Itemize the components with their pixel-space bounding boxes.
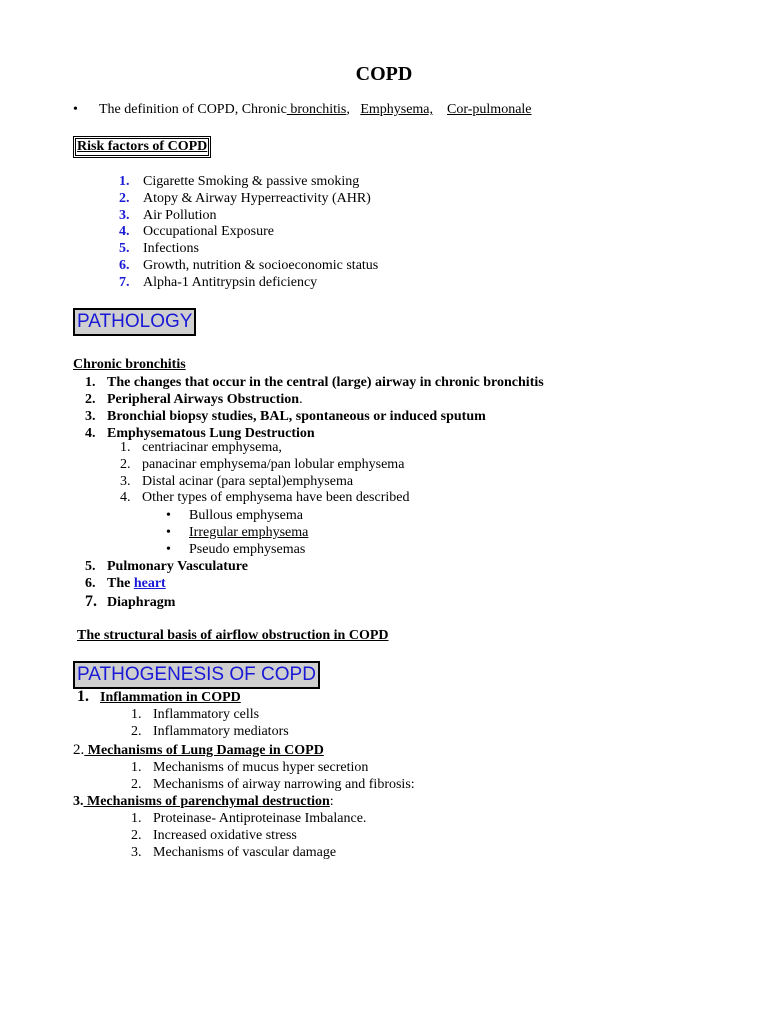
list-item — [120, 490, 409, 507]
bullet-icon: • — [166, 508, 171, 523]
item-number: 1. — [131, 760, 142, 775]
list-item — [120, 457, 409, 474]
list-item — [131, 760, 415, 777]
item-number: 4. — [119, 224, 130, 240]
separator: , — [346, 102, 350, 117]
bullet-item — [166, 542, 308, 559]
emphysema-link[interactable]: Emphysema, — [360, 102, 434, 117]
item-text: Pulmonary Vasculature — [107, 559, 248, 574]
pathogenesis-heading: PATHOGENESIS OF COPD — [73, 661, 320, 689]
definition-line — [73, 102, 532, 118]
list-item — [85, 592, 248, 612]
item-number: 2. — [131, 723, 142, 739]
emphysema-sub-list — [120, 440, 409, 507]
item-text: The — [107, 576, 134, 591]
item-number: 7. — [85, 593, 97, 610]
item-number: 1. — [131, 811, 142, 826]
pathology-list — [85, 374, 544, 442]
section-number: 1. — [77, 688, 89, 705]
item-text: Air Pollution — [143, 207, 217, 223]
chronic-bronchitis-subheading: Chronic bronchitis — [73, 357, 186, 372]
pathogenesis-section-2-title — [73, 742, 324, 759]
section-number: 2. — [73, 742, 85, 758]
item-number: 3. — [120, 473, 131, 489]
section-number: 3. — [73, 794, 84, 809]
list-item — [131, 724, 289, 741]
item-number: 1. — [119, 174, 130, 189]
list-item — [119, 275, 378, 292]
section-title: Mechanisms of parenchymal destruction — [83, 794, 330, 809]
item-number: 4. — [120, 490, 131, 506]
list-item — [119, 241, 378, 258]
list-item — [131, 828, 366, 845]
list-item — [131, 845, 366, 862]
item-text: Infections — [143, 241, 199, 257]
item-text: Bullous emphysema — [189, 508, 303, 523]
item-text: Increased oxidative stress — [153, 827, 297, 843]
item-number: 6. — [119, 257, 130, 273]
page-title: COPD — [355, 63, 413, 85]
item-number: 2. — [131, 827, 142, 843]
item-text: Inflammatory mediators — [153, 723, 289, 739]
item-text: Peripheral Airways Obstruction — [107, 392, 300, 407]
item-number: 2. — [131, 776, 142, 792]
risk-factors-list — [119, 174, 378, 292]
item-suffix: . — [299, 392, 303, 407]
item-number: 2. — [120, 456, 131, 472]
list-item — [131, 707, 289, 724]
item-text: Emphysematous Lung Destruction — [107, 426, 315, 441]
bullet-item — [166, 525, 308, 542]
item-text: centriacinar emphysema, — [142, 440, 282, 455]
item-number: 3. — [131, 844, 142, 860]
pathogenesis-section-1-title — [77, 689, 241, 706]
item-number: 7. — [119, 274, 130, 290]
item-text: Atopy & Airway Hyperreactivity (AHR) — [143, 190, 371, 206]
list-item — [119, 258, 378, 275]
item-text: Occupational Exposure — [143, 224, 275, 240]
item-text: Distal acinar (para septal)emphysema — [142, 473, 354, 489]
section-title: Mechanisms of Lung Damage in COPD — [84, 743, 324, 758]
pathogenesis-section-3-title — [73, 794, 334, 810]
item-number: 2. — [85, 392, 96, 407]
item-number: 6. — [85, 576, 96, 591]
item-text: Inflammatory cells — [153, 707, 260, 722]
item-text: Mechanisms of airway narrowing and fibrosis: — [153, 776, 415, 792]
item-number: 1. — [131, 707, 142, 722]
emphysema-bullets — [166, 508, 308, 558]
item-text: Mechanisms of mucus hyper secretion — [153, 760, 369, 775]
list-item — [85, 391, 544, 408]
section-title: Inflammation in COPD — [100, 690, 241, 705]
pathology-heading: PATHOLOGY — [73, 308, 196, 336]
item-number: 3. — [85, 409, 96, 424]
irregular-emphysema-link[interactable]: Irregular emphysema — [189, 524, 309, 540]
pathology-list-continued — [85, 558, 248, 612]
pathogenesis-section-3-list — [131, 811, 366, 861]
item-text: Pseudo emphysemas — [189, 541, 306, 557]
item-text: Growth, nutrition & socioeconomic status — [143, 257, 379, 273]
item-number: 5. — [119, 241, 130, 257]
list-item — [85, 408, 544, 425]
list-item — [119, 191, 378, 208]
list-item — [119, 224, 378, 241]
item-number: 5. — [85, 559, 96, 574]
item-text: Mechanisms of vascular damage — [153, 844, 337, 860]
section-suffix: : — [329, 794, 334, 809]
list-item — [85, 374, 544, 391]
item-number: 3. — [119, 207, 130, 223]
bullet-icon: • — [166, 524, 171, 540]
cor-pulmonale-link[interactable]: Cor-pulmonale — [447, 102, 532, 117]
list-item — [85, 558, 248, 575]
list-item — [85, 575, 248, 592]
bullet-icon: • — [73, 102, 78, 117]
item-text: panacinar emphysema/pan lobular emphysema — [142, 456, 405, 472]
item-text: Bronchial biopsy studies, BAL, spontaneous or induced sputum — [107, 409, 486, 424]
item-text: Diaphragm — [107, 595, 176, 610]
pathogenesis-section-2-list — [131, 760, 415, 794]
item-number: 1. — [85, 375, 96, 390]
item-number: 4. — [85, 426, 96, 441]
item-text: Alpha-1 Antitrypsin deficiency — [143, 274, 318, 290]
list-item — [120, 440, 409, 457]
risk-factors-heading: Risk factors of COPD — [73, 136, 211, 158]
item-text: Proteinase- Antiproteinase Imbalance. — [153, 811, 367, 826]
list-item — [119, 174, 378, 191]
bullet-icon: • — [166, 541, 171, 557]
list-item — [119, 208, 378, 225]
list-item — [120, 474, 409, 491]
item-text: The changes that occur in the central (large) airway in chronic bronchitis — [107, 375, 544, 390]
item-text: Other types of emphysema have been described — [142, 490, 410, 506]
structural-basis-heading: The structural basis of airflow obstruction in COPD — [77, 628, 389, 643]
list-item — [131, 777, 415, 794]
item-number: 2. — [119, 190, 130, 206]
definition-text: The definition of COPD, Chronic — [99, 102, 287, 117]
bronchitis-link[interactable]: bronchitis — [286, 102, 347, 117]
list-item — [131, 811, 366, 828]
heart-link[interactable]: heart — [133, 576, 166, 591]
item-number: 1. — [120, 440, 131, 455]
pathogenesis-section-1-list — [131, 707, 289, 741]
item-text: Cigarette Smoking & passive smoking — [143, 174, 360, 189]
bullet-item — [166, 508, 308, 525]
